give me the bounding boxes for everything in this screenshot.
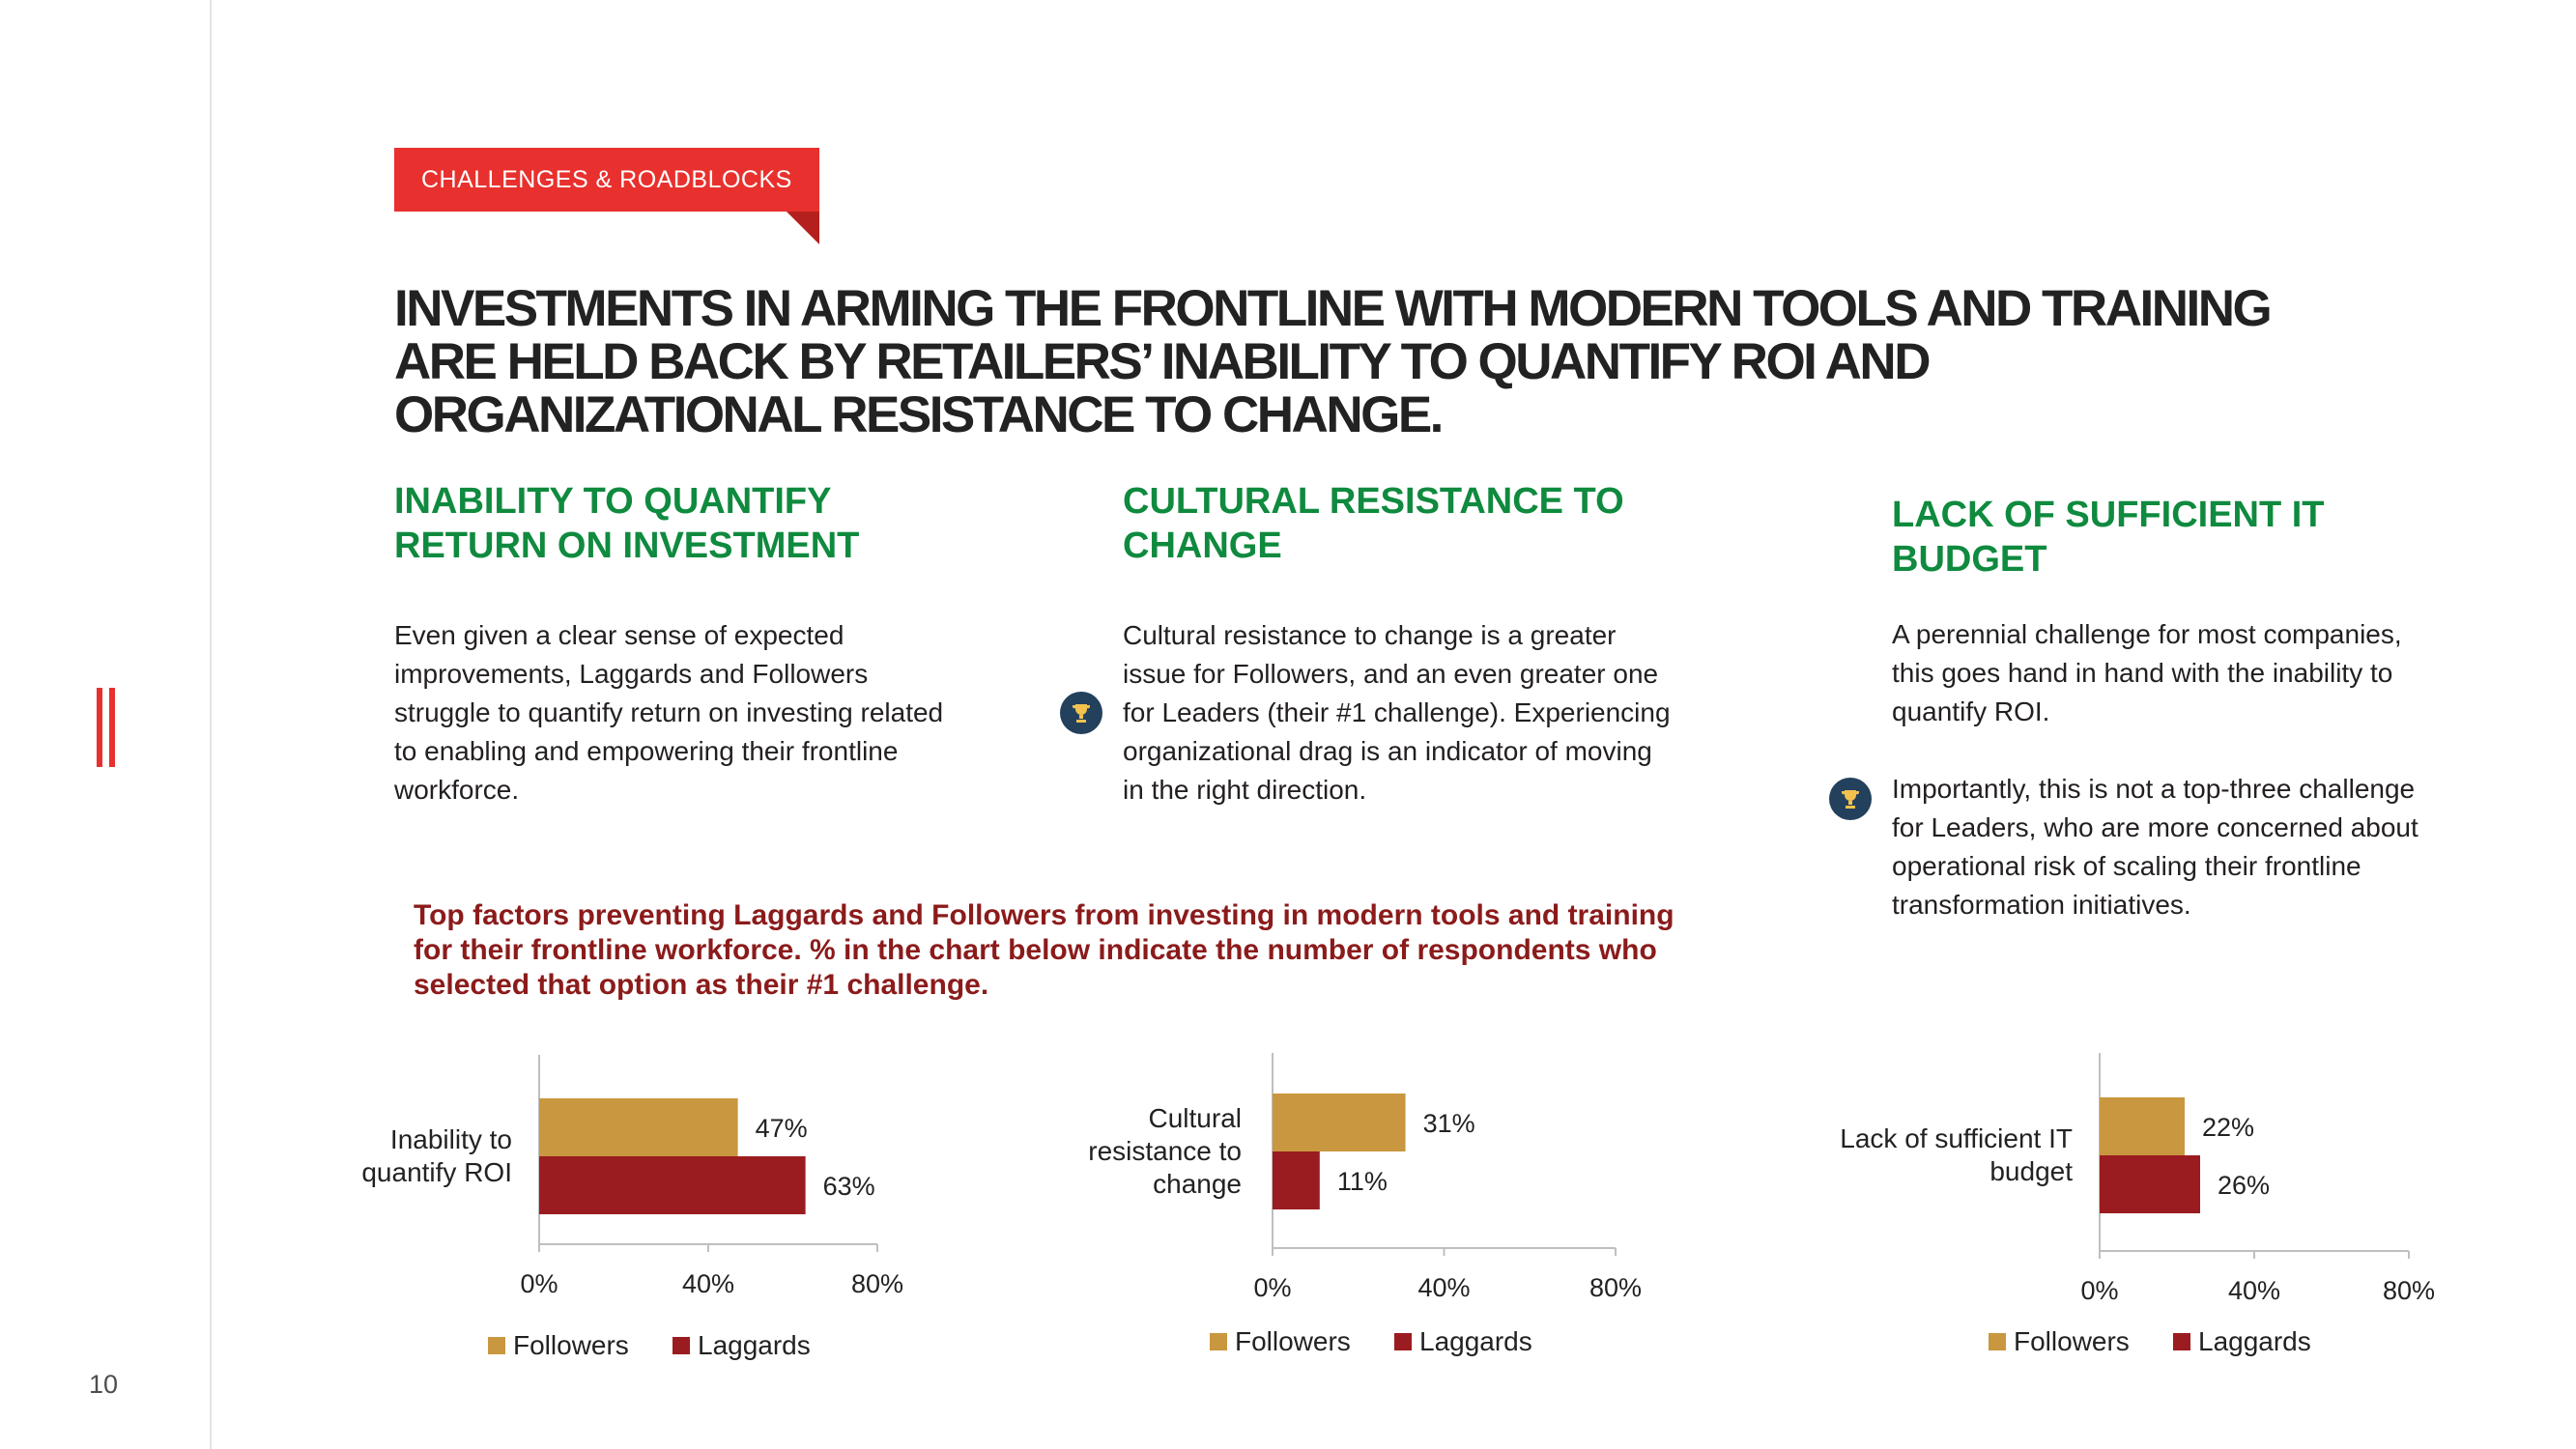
chart-roi (290, 1043, 966, 1396)
legend-swatch-laggards (2173, 1333, 2190, 1350)
bar-followers (1273, 1094, 1406, 1151)
trophy-icon (1829, 778, 1872, 820)
body-cultural: Cultural resistance to change is a greater issue for Followers, and an even greater one for Leaders (their #1 challenge). Experiencing organizational drag is an indicator of moving in the right direction. (1123, 620, 1671, 805)
bar-laggards (539, 1156, 806, 1214)
body-it-budget: A perennial challenge for most companies, this goes hand in hand with the inability to quantify ROI. (1892, 619, 2402, 726)
page-number: 10 (89, 1370, 119, 1399)
x-tick-label: 80% (1589, 1273, 1643, 1302)
x-tick-label: 0% (2080, 1276, 2119, 1305)
heading-cultural: CULTURAL RESISTANCE TO CHANGE (1123, 481, 1624, 566)
bar-followers (2100, 1097, 2185, 1155)
x-tick-label: 0% (1253, 1273, 1292, 1302)
x-tick-label: 40% (681, 1269, 735, 1298)
body-roi: Even given a clear sense of expected improvements, Laggards and Followers struggle to quantify return on investing related to enabling and empowering their frontline workforce. (394, 620, 944, 805)
bar-followers (539, 1098, 738, 1156)
bar-value-label: 11% (1336, 1167, 1388, 1196)
section-tag-fold (787, 212, 819, 244)
section-tag (394, 148, 819, 212)
body-it-budget-leaders: Importantly, this is not a top-three challenge for Leaders, who are more concerned about operational risk of scaling their frontline transformation initiatives. (1892, 774, 2419, 920)
category-label: Lack of sufficient IT budget (1840, 1123, 2073, 1186)
category-label: Cultural resistance to change (1088, 1103, 1242, 1199)
legend-label-followers: Followers (513, 1330, 629, 1360)
legend-swatch-laggards (673, 1337, 690, 1354)
bar-value-label: 26% (2218, 1171, 2271, 1200)
chart-caption: Top factors preventing Laggards and Followers from investing in modern tools and training for their frontline workforce. % in the chart below indicate the number of respondents who selected that option as their #1 challenge. (414, 899, 1674, 1001)
accent-bars (97, 688, 118, 767)
bar-laggards (2100, 1155, 2200, 1213)
x-tick-label: 80% (850, 1269, 904, 1298)
x-tick-label: 80% (2382, 1276, 2436, 1305)
trophy-icon (1060, 692, 1102, 734)
legend-swatch-followers (1210, 1333, 1227, 1350)
chart-it-budget (1807, 1043, 2483, 1396)
bar-laggards (1273, 1151, 1320, 1209)
x-tick-label: 0% (520, 1269, 558, 1298)
legend-label-laggards: Laggards (1419, 1326, 1532, 1356)
bar-value-label: 31% (1422, 1109, 1475, 1138)
x-tick-label: 40% (2227, 1276, 2281, 1305)
bar-value-label: 47% (755, 1114, 808, 1143)
legend-label-laggards: Laggards (2198, 1326, 2311, 1356)
heading-it-budget: LACK OF SUFFICIENT IT BUDGET (1892, 495, 2325, 580)
bar-value-label: 22% (2202, 1113, 2255, 1142)
legend-label-laggards: Laggards (698, 1330, 811, 1360)
legend-label-followers: Followers (1235, 1326, 1351, 1356)
category-label: Inability to quantify ROI (361, 1124, 512, 1187)
legend-swatch-followers (488, 1337, 505, 1354)
legend-swatch-followers (1989, 1333, 2006, 1350)
x-tick-label: 40% (1417, 1273, 1471, 1302)
legend-label-followers: Followers (2014, 1326, 2130, 1356)
page-headline: INVESTMENTS IN ARMING THE FRONTLINE WITH MODERN TOOLS AND TRAINING ARE HELD BACK BY RETAILERS’ INABILITY TO QUANTIFY ROI AND ORGANIZATIONAL RESISTANCE TO CHANGE. (394, 280, 2271, 443)
page-divider (210, 0, 212, 1449)
bar-value-label: 63% (822, 1172, 875, 1201)
section-tag-label: CHALLENGES & ROADBLOCKS (394, 148, 819, 212)
heading-roi: INABILITY TO QUANTIFY RETURN ON INVESTMENT (394, 481, 860, 566)
legend-swatch-laggards (1394, 1333, 1412, 1350)
chart-cultural (1019, 1043, 1696, 1396)
